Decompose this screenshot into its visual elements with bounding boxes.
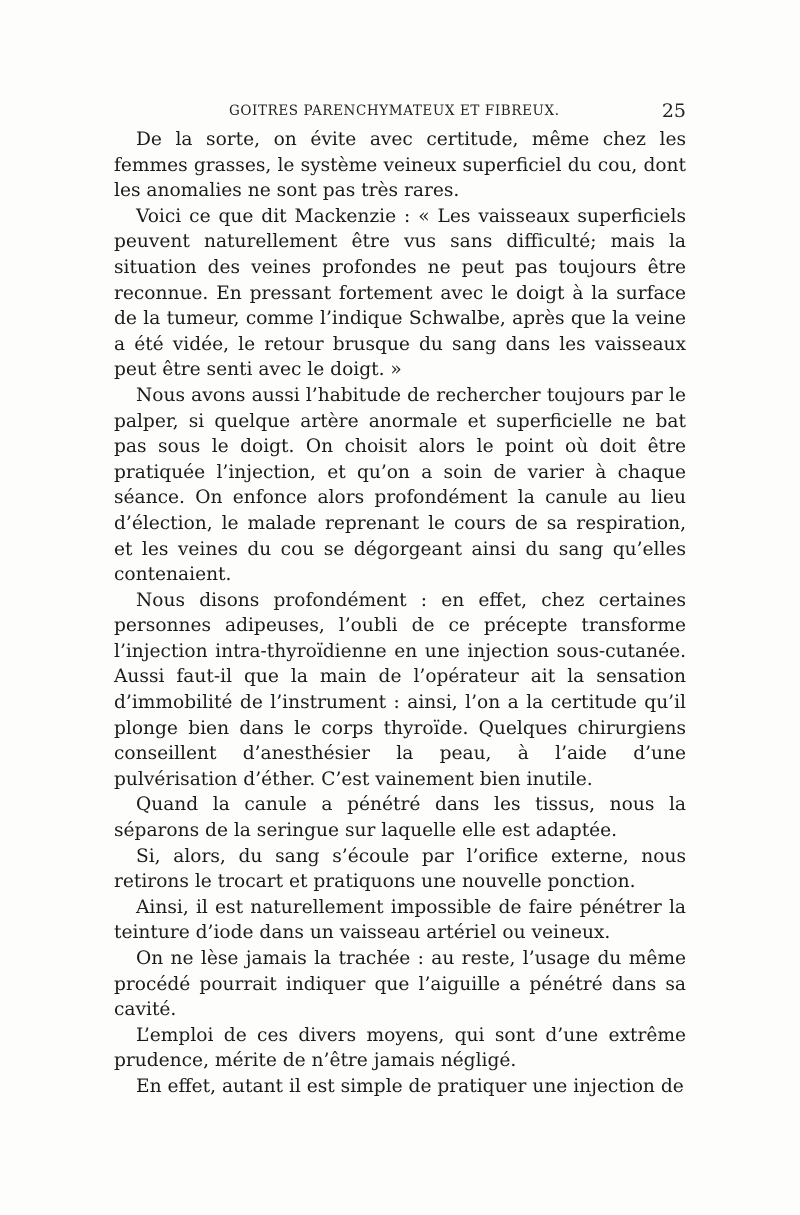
paragraph: Voici ce que dit Mackenzie : « Les vaisseaux superficiels peuvent naturellement être vus sans difficulté; mais la situation des veines profondes ne peut pas toujours être reconnue. En pressant fortement avec le doigt à la surface de la tumeur, comme l’indique Schwalbe, après que la veine a été vidée, le retour brusque du sang dans les vaisseaux peut être senti avec le doigt. » [114, 205, 686, 381]
paragraph: L’emploi de ces divers moyens, qui sont d’une extrême prudence, mérite de n’être jamais négligé. [114, 1024, 686, 1072]
paragraph: En effet, autant il est simple de pratiquer une injection de [136, 1075, 684, 1097]
paragraph: On ne lèse jamais la trachée : au reste, l’usage du même procédé pourrait indiquer que l’aiguille a pénétré dans sa cavité. [114, 948, 686, 1021]
paragraph: Quand la canule a pénétré dans les tissus, nous la séparons de la seringue sur laquelle elle est adaptée. [114, 794, 686, 842]
body-text [114, 127, 686, 1100]
paragraph: Nous avons aussi l’habitude de rechercher toujours par le palper, si quelque artère anormale et superficielle ne bat pas sous le doigt. On choisit alors le point où doit être pratiquée l’injection, et qu’on a soin de varier à chaque séance. On enfonce alors profondément la canule au lieu d’élection, le malade reprenant le cours de sa respiration, et les veines du cou se dégorgeant ainsi du sang qu’elles contenaient. [114, 384, 686, 586]
page-number: 25 [661, 100, 686, 122]
paragraph: Si, alors, du sang s’écoule par l’orifice externe, nous retirons le trocart et pratiquons une nouvelle ponction. [114, 845, 686, 893]
paragraph: De la sorte, on évite avec certitude, même chez les femmes grasses, le système veineux superficiel du cou, dont les anomalies ne sont pas très rares. [114, 129, 686, 202]
running-head [114, 100, 686, 124]
running-title: GOITRES PARENCHYMATEUX ET FIBREUX. [229, 103, 560, 119]
paragraph: Ainsi, il est naturellement impossible de faire pénétrer la teinture d’iode dans un vaisseau artériel ou veineux. [114, 896, 686, 944]
paragraph: Nous disons profondément : en effet, chez certaines personnes adipeuses, l’oubli de ce précepte transforme l’injection intra-thyroïdienne en une injection sous-cutanée. Aussi faut-il que la main de l’opérateur ait la sensation d’immobilité de l’instrument : ainsi, l’on a la certitude qu’il plonge bien dans le corps thyroïde. Quelques chirurgiens conseillent d’anesthésier la peau, à l’aide d’une pulvérisation d’éther. C’est vainement bien inutile. [114, 589, 686, 790]
